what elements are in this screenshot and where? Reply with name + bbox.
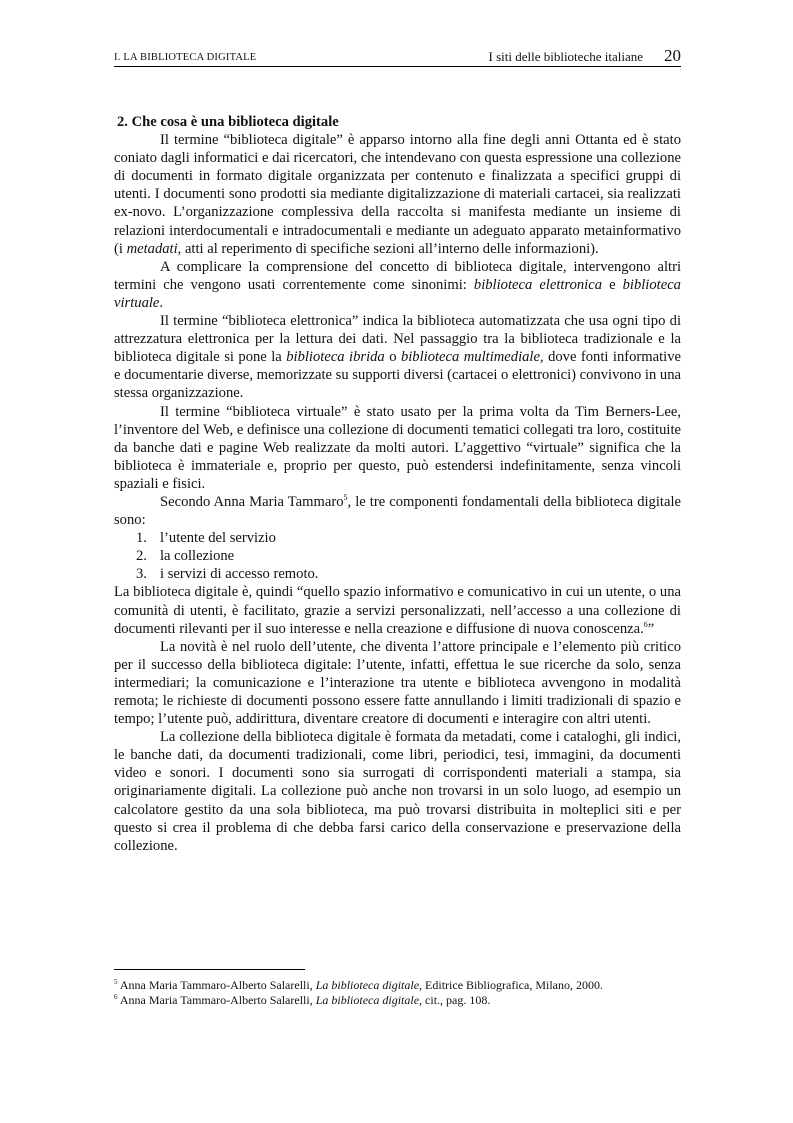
paragraph-3: Il termine “biblioteca elettronica” indica la biblioteca automatizzata che usa ogni tipo di attrezzatura elettronica per la lettura dei dati. Nel passaggio tra la biblioteca tradizionale e la biblioteca digitale si pone la biblioteca ibrida o biblioteca multimediale, dove fonti informative e documentarie diverse, memorizzate su supporti diversi (cartacei o elettronici) convivono in una stessa organizzazione.: [114, 313, 681, 402]
footnotes: [114, 978, 681, 1007]
footnote-ref-5: 5: [343, 492, 348, 502]
paragraph-4: Il termine “biblioteca virtuale” è stato usato per la prima volta da Tim Berners-Lee, l’inventore del Web, e definisce una collezione di documenti tematici collegati tra loro, costituite da banche dati e pagine Web realizzate da molti autori. L’aggettivo “virtuale” significa che la biblioteca è immateriale e, proprio per questo, può estendersi indefinitamente, senza vincoli spaziali e fisici.: [114, 403, 681, 492]
paragraph-8: La collezione della biblioteca digitale è formata da metadati, come i cataloghi, gli indici, le banche dati, da documenti tradizionali, come libri, periodici, tesi, immagini, da documenti video e sonori. I documenti sono sia surrogati di corrispondenti materiali a stampa, sia originariamente digitali. La collezione può anche non trovarsi in un solo luogo, ad esempio un calcolatore gestito da una sola biblioteca, ma può trovarsi distribuita in molteplici siti e per questo si crea il problema di che debba farsi carico della conservazione e preservazione della collezione.: [114, 729, 681, 854]
section-heading: 2. Che cosa è una biblioteca digitale: [117, 114, 339, 130]
chapter-title: I. LA BIBLIOTECA DIGITALE: [114, 52, 257, 63]
paragraph-7: La novità è nel ruolo dell’utente, che diventa l’attore principale e l’elemento più critico per il successo della biblioteca digitale: l’utente, infatti, effettua le sue ricerche da solo, senza intermediari; la comunicazione e l’interazione tra utente e biblioteca avvengono in modalità remota; le richieste di documenti possono essere fatte annullando i limiti tradizionali di spazio e tempo; l’utente può, addirittura, diventare creatore di documenti e interagire con altri utenti.: [114, 638, 681, 728]
running-header: [114, 44, 681, 67]
paragraph-2: A complicare la comprensione del concetto di biblioteca digitale, intervengono altri termini che vengono usati correntemente come sinonimi: biblioteca elettronica e biblioteca virtuale.: [114, 258, 681, 311]
paragraph-5: Secondo Anna Maria Tammaro$^5$, le tre componenti fondamentali della biblioteca digitale sono:: [114, 492, 681, 529]
list-item: 1. l’utente del servizio: [136, 530, 276, 547]
paragraph-6: La biblioteca digitale è, quindi “quello spazio informativo e comunicativo in cui un utente, o una comunità di utenti, è facilitato, grazie a servizi personalizzati, nell’accesso a una collezione di documenti rilevanti per il suo interesse e nella creazione e diffusione di nuova conoscenza.$^6$”: [114, 584, 681, 637]
footnote-5: $^5$ Anna Maria Tammaro-Alberto Salarelli, La biblioteca digitale, Editrice Bibliografica, Milano, 2000.: [114, 978, 604, 992]
page-number: 20: [664, 46, 681, 65]
list-item: 2. la collezione: [136, 548, 235, 565]
footnote-separator: [114, 969, 305, 970]
components-list: [114, 529, 681, 583]
footnote-6: $^6$ Anna Maria Tammaro-Alberto Salarelli, La biblioteca digitale, cit., pag. 108.: [114, 992, 491, 1007]
list-item: 3. i servizi di accesso remoto.: [136, 566, 319, 583]
footnote-ref-6: 6: [643, 619, 648, 629]
paragraph-1: Il termine “biblioteca digitale” è apparso intorno alla fine degli anni Ottanta ed è stato coniato dagli informatici e dai ricercatori, che intendevano con questa espressione una collezione di documenti in formato digitale organizzata per contenuto e finalizzata a specifici gruppi di utenti. I documenti sono prodotti sia mediante digitalizzazione di materiali cartacei, sia realizzati ex-novo. L’organizzazione complessiva della raccolta si manifesta mediante un insieme di relazioni interdocumentali e intradocumentali e mediante un adeguato apparato metainformativo (i metadati, atti al reperimento di specifiche sezioni all’interno delle informazioni).: [114, 132, 681, 257]
section-title: I siti delle biblioteche italiane: [488, 49, 643, 64]
body-text: [114, 113, 681, 855]
